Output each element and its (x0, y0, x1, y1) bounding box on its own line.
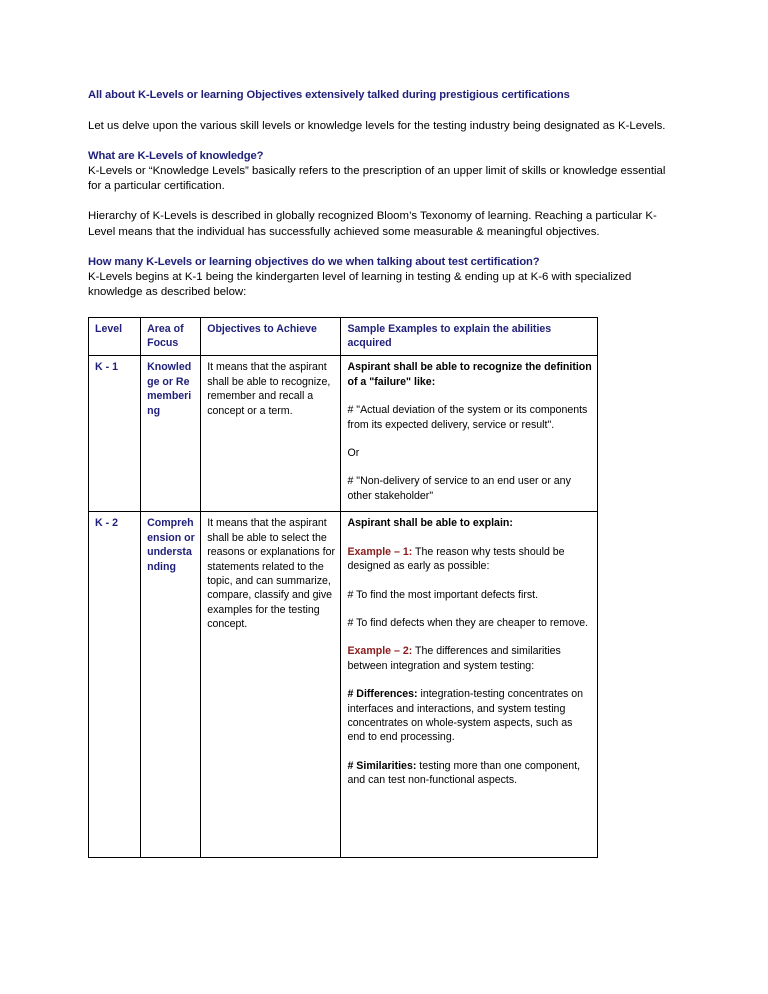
example-1-block (347, 545, 592, 574)
example-2-text: The differences and similarities between integration and system testing: (347, 645, 561, 672)
sample-bullet-2-k1: # "Non-delivery of service to an end user or any other stakeholder" (347, 475, 571, 502)
cell-samples-k2 (341, 512, 598, 858)
paragraph-bloom-texonomy: Hierarchy of K-Levels is described in globally recognized Bloom’s Texonomy of learning. Reaching a particular K-Level means that the individual has successfully achieved some measurable & meaningful objectives. (88, 210, 657, 238)
section-heading-what-are-k-levels: What are K-Levels of knowledge? (88, 149, 264, 162)
differences-text: integration-testing concentrates on interfaces and interactions, and system testing concentrates on whole-system aspects, such as end to end processing. (347, 688, 584, 744)
cell-level-k1: K - 1 (89, 356, 141, 512)
column-header-level: Level (89, 318, 141, 356)
similarities-text: testing more than one component, and can test non-functional aspects. (347, 759, 581, 787)
sample-bullet-1-k1: # "Actual deviation of the system or its components from its expected delivery, service or result". (347, 404, 588, 431)
example-1-text: The reason why tests should be designed as early as possible: (347, 545, 565, 573)
cell-area-k2: Comprehension or understanding (141, 512, 201, 858)
cell-objectives-k1: It means that the aspirant shall be able to recognize, remember and recall a concept or a term. (201, 356, 341, 512)
cell-samples-k1 (341, 356, 598, 512)
section-body-what-are-k-levels: K-Levels or “Knowledge Levels” basically refers to the prescription of an upper limit of skills or knowledge essential for a particular certification. (88, 164, 666, 193)
cell-level-k2: K - 2 (89, 512, 141, 858)
cell-area-k1: Knowledge or Remembering (141, 356, 201, 512)
sample-or-k1: Or (347, 446, 360, 459)
differences-block (347, 687, 592, 745)
cell-objectives-k2: It means that the aspirant shall be able to select the reasons or explanations for statements related to the topic, and can summarize, compare, classify and give examples for the testing concept. (201, 512, 341, 858)
example-2-block (347, 644, 592, 673)
section-how-many-k-levels (88, 255, 680, 301)
similarities-block (347, 759, 592, 788)
column-header-objectives: Objectives to Achieve (201, 318, 341, 356)
section-what-are-k-levels (88, 149, 680, 195)
table-header-row (89, 318, 598, 356)
table-header (89, 318, 598, 356)
similarities-label: # Similarities: (347, 759, 417, 772)
sample-intro-k2: Aspirant shall be able to explain: (347, 517, 513, 530)
page-title: All about K-Levels or learning Objectives extensively talked during prestigious certifications (88, 89, 570, 101)
section-body-how-many-k-levels: K-Levels begins at K-1 being the kindergarten level of learning in testing & ending up at K-6 with specialized knowledge as described below: (88, 270, 632, 299)
example-1-label: Example – 1: (347, 545, 413, 558)
differences-label: # Differences: (347, 688, 418, 701)
example-2-label: Example – 2: (347, 645, 413, 658)
table-row (89, 512, 598, 858)
section-heading-how-many-k-levels: How many K-Levels or learning objectives do we when talking about test certification? (88, 255, 540, 268)
example-1-bullet-2: # To find defects when they are cheaper to remove. (347, 616, 589, 629)
table-row (89, 356, 598, 512)
column-header-area-of-focus: Area of Focus (141, 318, 201, 356)
intro-paragraph: Let us delve upon the various skill levels or knowledge levels for the testing industry being designated as K-Levels. (88, 119, 666, 132)
sample-intro-k1: Aspirant shall be able to recognize the definition of a "failure" like: (347, 361, 592, 388)
column-header-sample-examples: Sample Examples to explain the abilities acquired (341, 318, 598, 356)
table-body (89, 356, 598, 858)
k-levels-table (88, 317, 598, 858)
example-1-bullet-1: # To find the most important defects first. (347, 588, 539, 601)
